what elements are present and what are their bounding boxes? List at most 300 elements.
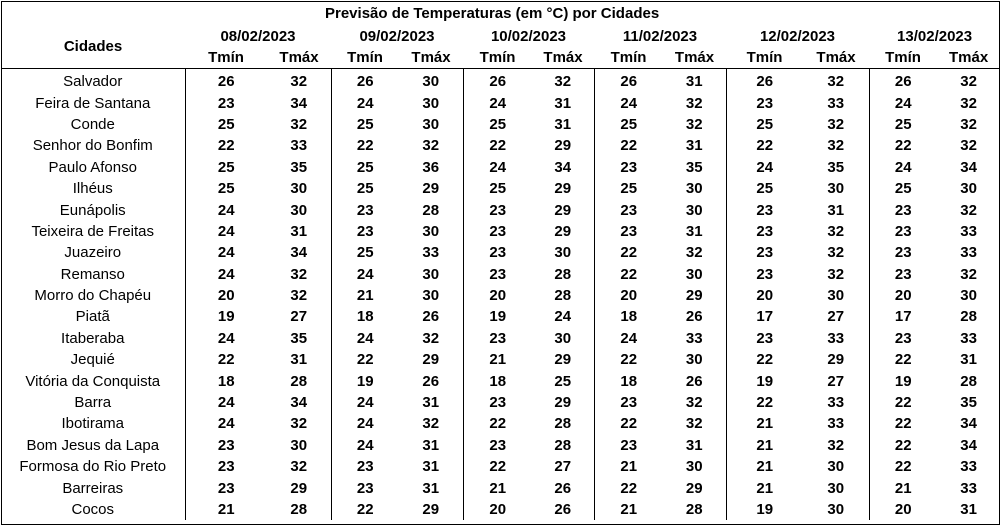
tmin-value: 24 <box>463 92 532 113</box>
tmax-value: 33 <box>290 137 308 155</box>
date-header: 13/02/2023 <box>897 27 973 45</box>
tmin-value: 24 <box>594 92 663 113</box>
city-name: Eunápolis <box>59 201 126 219</box>
table-row <box>1 264 1000 285</box>
table-row <box>1 370 1000 391</box>
tmin-value: 25 <box>594 114 663 135</box>
table-row <box>1 392 1000 413</box>
tmin-value: 21 <box>726 435 803 456</box>
tmin-value: 25 <box>331 242 399 263</box>
tmax-value: 34 <box>290 394 308 412</box>
tmax-value: 33 <box>827 394 845 412</box>
city-name: Morro do Chapéu <box>34 287 152 305</box>
tmin-value: 21 <box>185 499 267 520</box>
tmin-value: 23 <box>869 199 937 220</box>
tmin-value: 25 <box>185 178 267 199</box>
tmax-value: 26 <box>685 308 703 326</box>
tmax-value: 32 <box>827 115 845 133</box>
tmin-header: Tmín <box>463 47 532 69</box>
tmax-value: 36 <box>422 158 440 176</box>
tmax-value: 31 <box>554 115 572 133</box>
tmin-value: 23 <box>185 435 267 456</box>
tmax-value: 29 <box>827 351 845 369</box>
tmax-value: 31 <box>422 394 440 412</box>
tmax-header: Tmáx <box>663 47 726 69</box>
tmin-value: 22 <box>726 135 803 156</box>
tmin-header: Tmín <box>869 47 937 69</box>
tmin-value: 24 <box>594 328 663 349</box>
tmin-value: 21 <box>869 477 937 498</box>
tmax-value: 32 <box>960 265 977 283</box>
tmin-value: 23 <box>331 199 399 220</box>
tmax-header: Tmáx <box>532 47 594 69</box>
tmin-value: 23 <box>726 328 803 349</box>
tmin-value: 20 <box>463 499 532 520</box>
table-row <box>1 285 1000 306</box>
tmin-value: 22 <box>185 135 267 156</box>
tmin-value: 26 <box>331 69 399 93</box>
tmin-value: 22 <box>869 413 937 434</box>
tmin-value: 21 <box>463 349 532 370</box>
tmax-value: 28 <box>290 501 308 518</box>
tmax-value: 28 <box>960 372 977 390</box>
table-row <box>1 242 1000 263</box>
tmin-value: 23 <box>185 456 267 477</box>
tmax-value: 33 <box>960 329 977 347</box>
tmin-value: 20 <box>726 285 803 306</box>
tmax-value: 32 <box>960 94 977 112</box>
tmin-value: 26 <box>869 69 937 93</box>
tmax-header: Tmáx <box>803 47 869 69</box>
city-name: Formosa do Rio Preto <box>19 458 167 476</box>
tmax-value: 30 <box>960 180 977 198</box>
tmax-value: 32 <box>422 137 440 155</box>
tmin-value: 26 <box>594 69 663 93</box>
date-header: 11/02/2023 <box>622 27 698 45</box>
tmax-value: 33 <box>422 244 440 262</box>
tmin-value: 23 <box>331 221 399 242</box>
tmax-value: 30 <box>827 180 845 198</box>
tmax-value: 35 <box>290 158 308 176</box>
tmin-value: 23 <box>726 92 803 113</box>
tmin-value: 22 <box>463 135 532 156</box>
table-row <box>1 328 1000 349</box>
tmax-value: 35 <box>960 394 977 412</box>
tmin-value: 25 <box>185 157 267 178</box>
tmax-value: 35 <box>685 158 703 176</box>
tmax-value: 30 <box>422 94 440 112</box>
tmin-value: 21 <box>726 456 803 477</box>
tmin-value: 18 <box>185 370 267 391</box>
tmin-value: 21 <box>726 477 803 498</box>
tmax-value: 28 <box>554 265 572 283</box>
tmax-value: 29 <box>554 137 572 155</box>
temperature-forecast-table <box>1 1 1000 520</box>
tmax-value: 33 <box>960 222 977 240</box>
tmax-value: 29 <box>554 201 572 219</box>
tmax-header: Tmáx <box>267 47 331 69</box>
tmin-header: Tmín <box>185 47 267 69</box>
tmin-value: 24 <box>185 392 267 413</box>
tmax-value: 31 <box>960 501 977 518</box>
tmin-value: 23 <box>331 477 399 498</box>
tmax-value: 35 <box>827 158 845 176</box>
tmax-value: 32 <box>422 329 440 347</box>
tmin-value: 26 <box>726 69 803 93</box>
tmin-value: 25 <box>331 157 399 178</box>
tmin-value: 23 <box>463 264 532 285</box>
tmax-value: 30 <box>554 244 572 262</box>
tmin-value: 23 <box>594 221 663 242</box>
tmax-value: 31 <box>290 351 308 369</box>
city-name: Teixeira de Freitas <box>31 222 155 240</box>
table-row <box>1 69 1000 93</box>
tmin-value: 23 <box>594 435 663 456</box>
tmin-value: 19 <box>869 370 937 391</box>
tmax-value: 27 <box>554 458 572 476</box>
tmin-value: 23 <box>594 392 663 413</box>
tmax-value: 33 <box>827 329 845 347</box>
tmax-value: 31 <box>685 436 703 454</box>
city-name: Remanso <box>60 265 125 283</box>
tmin-value: 24 <box>185 264 267 285</box>
tmin-value: 25 <box>463 178 532 199</box>
tmax-value: 32 <box>827 265 845 283</box>
tmin-value: 23 <box>869 264 937 285</box>
tmin-value: 22 <box>869 392 937 413</box>
tmin-value: 17 <box>869 306 937 327</box>
tmin-value: 22 <box>463 456 532 477</box>
tmax-value: 31 <box>685 73 703 91</box>
tmin-value: 21 <box>726 413 803 434</box>
city-name: Senhor do Bonfim <box>32 137 153 155</box>
tmax-value: 32 <box>960 137 977 155</box>
tmax-value: 31 <box>422 436 440 454</box>
tmin-value: 23 <box>594 157 663 178</box>
tmax-value: 30 <box>685 201 703 219</box>
table-row <box>1 413 1000 434</box>
city-name: Paulo Afonso <box>48 158 137 176</box>
tmin-value: 20 <box>869 499 937 520</box>
tmax-value: 32 <box>290 265 308 283</box>
tmax-value: 32 <box>827 222 845 240</box>
tmin-value: 22 <box>594 349 663 370</box>
tmax-value: 32 <box>827 244 845 262</box>
tmin-value: 21 <box>594 499 663 520</box>
city-name: Vitória da Conquista <box>25 372 161 390</box>
tmin-value: 24 <box>869 92 937 113</box>
tmin-value: 22 <box>594 135 663 156</box>
tmin-value: 24 <box>185 199 267 220</box>
date-header: 08/02/2023 <box>220 27 296 45</box>
tmin-value: 24 <box>331 392 399 413</box>
tmax-value: 28 <box>685 501 703 518</box>
date-header: 10/02/2023 <box>490 27 567 45</box>
tmin-value: 23 <box>463 392 532 413</box>
tmax-value: 34 <box>960 415 977 433</box>
tmin-value: 23 <box>185 477 267 498</box>
tmin-value: 22 <box>331 135 399 156</box>
tmax-value: 30 <box>685 265 703 283</box>
tmax-value: 26 <box>554 501 572 518</box>
tmax-value: 28 <box>554 415 572 433</box>
tmax-value: 29 <box>554 180 572 198</box>
tmin-value: 22 <box>726 392 803 413</box>
tmax-value: 35 <box>290 329 308 347</box>
tmax-value: 30 <box>827 287 845 305</box>
tmax-value: 26 <box>422 308 440 326</box>
tmax-value: 29 <box>422 351 440 369</box>
tmax-value: 32 <box>960 115 977 133</box>
tmin-value: 25 <box>594 178 663 199</box>
tmax-value: 32 <box>554 73 572 91</box>
tmin-value: 24 <box>726 157 803 178</box>
tmin-value: 19 <box>726 370 803 391</box>
tmax-value: 30 <box>685 351 703 369</box>
tmin-value: 23 <box>726 242 803 263</box>
tmin-value: 24 <box>185 328 267 349</box>
tmax-value: 30 <box>290 201 308 219</box>
tmin-value: 22 <box>594 264 663 285</box>
tmin-value: 18 <box>594 306 663 327</box>
tmin-value: 22 <box>869 349 937 370</box>
tmax-value: 32 <box>290 458 308 476</box>
city-name: Barreiras <box>62 479 124 497</box>
date-header: 09/02/2023 <box>359 27 435 45</box>
tmax-value: 34 <box>554 158 572 176</box>
tmin-value: 19 <box>463 306 532 327</box>
tmin-value: 23 <box>726 199 803 220</box>
table-row <box>1 477 1000 498</box>
tmax-value: 30 <box>422 73 440 91</box>
city-name: Jequié <box>70 351 115 369</box>
table-row <box>1 221 1000 242</box>
tmin-header: Tmín <box>726 47 803 69</box>
tmin-value: 22 <box>185 349 267 370</box>
tmax-value: 34 <box>960 158 977 176</box>
city-name: Juazeiro <box>64 244 122 262</box>
city-name: Feira de Santana <box>35 94 151 112</box>
tmin-value: 18 <box>331 306 399 327</box>
tmin-value: 26 <box>463 69 532 93</box>
table-row <box>1 135 1000 156</box>
city-name: Itaberaba <box>61 329 125 347</box>
tmax-value: 30 <box>290 436 308 454</box>
tmax-value: 28 <box>960 308 977 326</box>
tmin-value: 22 <box>869 456 937 477</box>
tmin-value: 18 <box>594 370 663 391</box>
tmax-value: 27 <box>290 308 308 326</box>
tmax-value: 24 <box>554 308 572 326</box>
city-name: Ilhéus <box>72 180 113 198</box>
tmax-value: 31 <box>960 351 977 369</box>
tmax-value: 30 <box>827 479 845 497</box>
tmin-value: 23 <box>869 242 937 263</box>
table-row <box>1 114 1000 135</box>
city-name: Ibotirama <box>61 415 125 433</box>
tmax-value: 29 <box>554 394 572 412</box>
tmin-value: 23 <box>463 328 532 349</box>
tmin-value: 25 <box>331 178 399 199</box>
city-name: Bom Jesus da Lapa <box>26 436 160 454</box>
tmin-value: 20 <box>185 285 267 306</box>
tmax-value: 33 <box>685 329 703 347</box>
tmax-value: 31 <box>290 222 308 240</box>
tmax-value: 28 <box>554 287 572 305</box>
tmin-value: 24 <box>869 157 937 178</box>
tmin-value: 25 <box>869 114 937 135</box>
tmax-value: 30 <box>827 501 845 518</box>
tmin-value: 23 <box>726 264 803 285</box>
tmax-value: 26 <box>422 372 440 390</box>
tmin-value: 22 <box>463 413 532 434</box>
tmax-value: 33 <box>827 415 845 433</box>
tmin-value: 24 <box>331 328 399 349</box>
tmax-value: 34 <box>290 94 308 112</box>
tmin-value: 25 <box>463 114 532 135</box>
table-title-spacer <box>1 1 185 25</box>
tmin-value: 25 <box>726 114 803 135</box>
tmin-value: 22 <box>869 435 937 456</box>
tmin-value: 25 <box>185 114 267 135</box>
tmin-value: 22 <box>331 349 399 370</box>
table-row <box>1 306 1000 327</box>
tmax-value: 29 <box>685 287 703 305</box>
tmax-value: 30 <box>554 329 572 347</box>
tmin-value: 17 <box>726 306 803 327</box>
tmax-value: 25 <box>554 372 572 390</box>
tmax-value: 30 <box>827 458 845 476</box>
tmin-value: 24 <box>185 413 267 434</box>
date-header: 12/02/2023 <box>759 27 836 45</box>
tmin-header: Tmín <box>331 47 399 69</box>
tmax-value: 34 <box>960 436 977 454</box>
tmin-value: 23 <box>463 435 532 456</box>
tmin-value: 23 <box>463 199 532 220</box>
tmin-value: 22 <box>726 349 803 370</box>
tmax-value: 28 <box>554 436 572 454</box>
tmax-value: 32 <box>827 73 845 91</box>
table-row <box>1 157 1000 178</box>
tmin-value: 24 <box>331 435 399 456</box>
tmax-value: 29 <box>685 479 703 497</box>
tmax-value: 31 <box>554 94 572 112</box>
tmin-value: 24 <box>185 242 267 263</box>
tmin-value: 20 <box>869 285 937 306</box>
table-title: Previsão de Temperaturas (em °C) por Cidades <box>325 4 660 22</box>
tmin-value: 22 <box>331 499 399 520</box>
tmin-value: 25 <box>331 114 399 135</box>
tmin-value: 24 <box>331 264 399 285</box>
tmax-value: 29 <box>554 351 572 369</box>
tmax-value: 33 <box>827 94 845 112</box>
tmin-value: 24 <box>331 92 399 113</box>
tmax-value: 32 <box>960 73 977 91</box>
tmax-value: 30 <box>422 222 440 240</box>
tmax-value: 31 <box>422 458 440 476</box>
tmax-value: 29 <box>290 479 308 497</box>
tmax-value: 32 <box>290 287 308 305</box>
tmin-value: 25 <box>869 178 937 199</box>
tmax-value: 31 <box>685 222 703 240</box>
tmin-value: 24 <box>463 157 532 178</box>
tmin-value: 26 <box>185 69 267 93</box>
tmax-value: 28 <box>290 372 308 390</box>
tmax-value: 30 <box>685 180 703 198</box>
tmin-value: 18 <box>463 370 532 391</box>
tmax-value: 31 <box>685 137 703 155</box>
tmax-value: 32 <box>685 94 703 112</box>
table-row <box>1 499 1000 520</box>
table-row <box>1 199 1000 220</box>
tmin-value: 20 <box>594 285 663 306</box>
tmax-value: 31 <box>827 201 845 219</box>
tmin-value: 20 <box>463 285 532 306</box>
tmax-value: 32 <box>685 394 703 412</box>
city-name: Cocos <box>71 501 115 518</box>
table-row <box>1 435 1000 456</box>
tmin-value: 23 <box>463 242 532 263</box>
tmax-value: 34 <box>290 244 308 262</box>
tmax-value: 30 <box>960 287 977 305</box>
tmin-value: 19 <box>726 499 803 520</box>
tmax-value: 32 <box>290 415 308 433</box>
tmax-value: 31 <box>422 479 440 497</box>
tmin-value: 23 <box>331 456 399 477</box>
city-column-header: Cidades <box>1 25 185 69</box>
tmax-value: 32 <box>960 201 977 219</box>
tmin-value: 25 <box>726 178 803 199</box>
table-row <box>1 349 1000 370</box>
tmin-value: 24 <box>331 413 399 434</box>
tmax-value: 28 <box>422 201 440 219</box>
tmax-value: 32 <box>827 137 845 155</box>
city-name: Piatã <box>75 308 110 326</box>
tmin-value: 21 <box>331 285 399 306</box>
tmax-value: 30 <box>422 287 440 305</box>
tmin-header: Tmín <box>594 47 663 69</box>
tmax-header: Tmáx <box>399 47 463 69</box>
tmax-value: 32 <box>290 73 308 91</box>
tmin-value: 23 <box>185 92 267 113</box>
tmin-value: 22 <box>594 477 663 498</box>
tmax-value: 32 <box>827 436 845 454</box>
tmax-value: 29 <box>422 501 440 518</box>
tmax-value: 27 <box>827 372 845 390</box>
tmin-value: 21 <box>594 456 663 477</box>
tmin-value: 21 <box>463 477 532 498</box>
tmin-value: 23 <box>726 221 803 242</box>
tmax-value: 32 <box>685 115 703 133</box>
tmin-value: 24 <box>185 221 267 242</box>
tmax-value: 30 <box>422 265 440 283</box>
tmax-value: 32 <box>422 415 440 433</box>
table-row <box>1 92 1000 113</box>
tmin-value: 23 <box>463 221 532 242</box>
tmin-value: 22 <box>869 135 937 156</box>
tmax-value: 29 <box>422 180 440 198</box>
tmin-value: 19 <box>185 306 267 327</box>
tmax-value: 30 <box>685 458 703 476</box>
tmax-header: Tmáx <box>937 47 1000 69</box>
table-row <box>1 456 1000 477</box>
tmax-value: 33 <box>960 479 977 497</box>
tmax-value: 29 <box>554 222 572 240</box>
city-name: Salvador <box>63 73 123 91</box>
tmin-value: 22 <box>594 413 663 434</box>
tmax-value: 26 <box>554 479 572 497</box>
city-name: Barra <box>74 394 112 412</box>
